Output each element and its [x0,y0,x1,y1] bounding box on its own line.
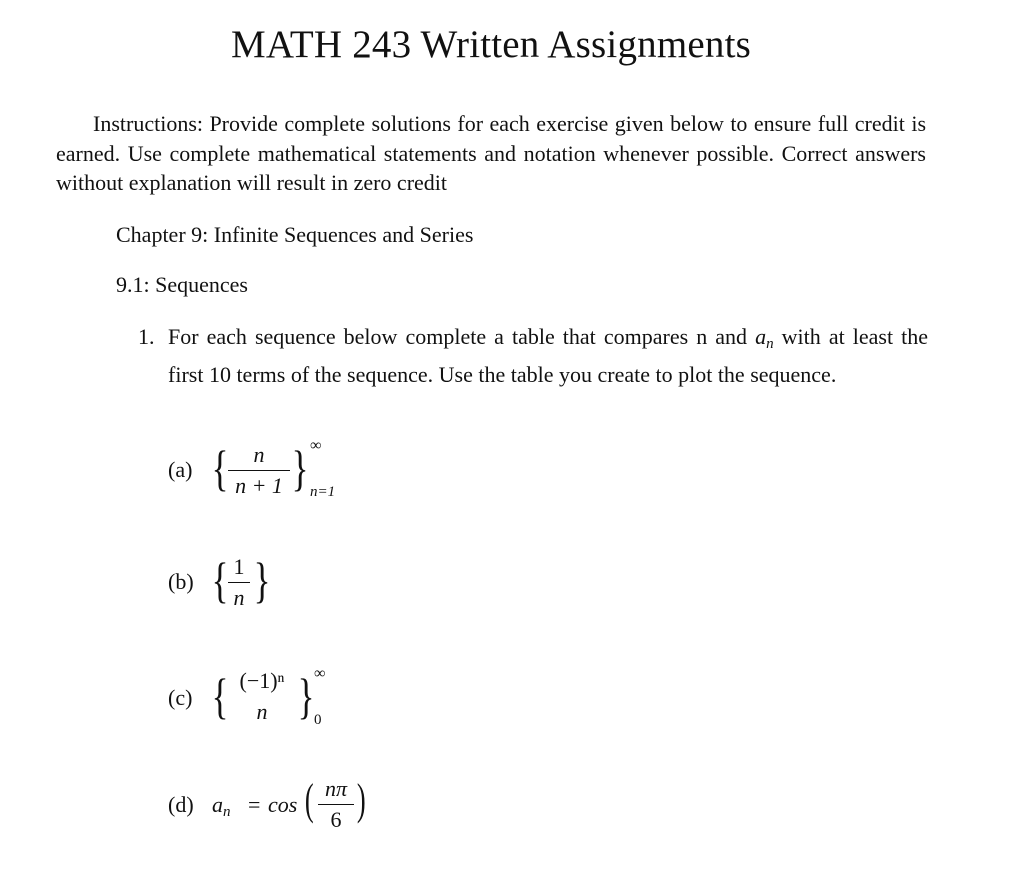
item-a [168,437,368,510]
item-c-open-brace: { [211,668,229,724]
item-b [168,552,288,622]
item-a-numerator: n [253,442,265,467]
a-n-subscript: n [766,336,774,352]
item-c-lower-limit: 0 [314,712,322,728]
problem-text-after: with at least the first 10 terms of the sequence. Use the table you create to plot the sequence. [168,324,929,387]
item-d-open-paren: ( [304,775,314,824]
item-c-upper-limit: ∞ [314,665,326,682]
item-c-numerator: (−1)ⁿ [239,668,285,693]
item-a-close-brace: } [291,440,309,496]
item-d [168,776,408,836]
item-a-upper-limit: ∞ [310,437,322,454]
item-d-label: (d) [168,792,194,817]
instructions-paragraph: Instructions: Provide complete solutions for each exercise given below to ensure full credit is earned. Use complete mathematical statements and notation whenever possible. Correct answers without explanation will result in zero credit [56,111,926,195]
item-a-open-brace: { [211,440,229,496]
problem-1 [138,322,928,389]
chapter-heading: Chapter 9: Infinite Sequences and Series [116,222,474,247]
a-n-symbol: a [755,324,767,349]
item-b-open-brace: { [211,552,229,608]
item-b-fraction-bar [228,582,250,583]
item-c-fraction [230,668,294,725]
item-c-close-brace: } [297,668,315,724]
item-d-a-subscript: n [223,804,231,820]
item-d-denominator: 6 [330,807,342,832]
item-d-numerator: nπ [324,776,348,801]
item-c [168,665,368,738]
item-a-fraction-bar [228,470,290,471]
problem-text [168,322,928,389]
item-d-lhs [212,792,231,821]
item-d-close-paren: ) [356,775,366,824]
item-c-label: (c) [168,685,193,710]
section-heading: 9.1: Sequences [116,272,248,297]
problem-text-before: For each sequence below complete a table that compares n and [168,324,756,349]
item-c-fraction-bar [230,696,294,697]
item-c-denominator: n [256,699,268,724]
page-title: MATH 243 Written Assignments [230,23,752,66]
item-a-lower-limit: n=1 [310,484,336,500]
item-d-equals: = [248,792,261,817]
item-b-denominator: n [233,585,245,610]
item-d-fraction [318,776,354,833]
item-b-label: (b) [168,569,194,594]
item-d-fraction-bar [318,804,354,805]
item-a-denominator: n + 1 [235,473,283,498]
item-a-fraction [228,442,290,499]
item-d-cos: cos [268,792,298,817]
item-b-numerator: 1 [233,554,245,579]
problem-number: 1. [138,324,155,349]
item-a-label: (a) [168,457,193,482]
item-d-a-symbol: a [212,792,223,817]
item-b-fraction [228,554,250,611]
item-b-close-brace: } [253,552,271,608]
